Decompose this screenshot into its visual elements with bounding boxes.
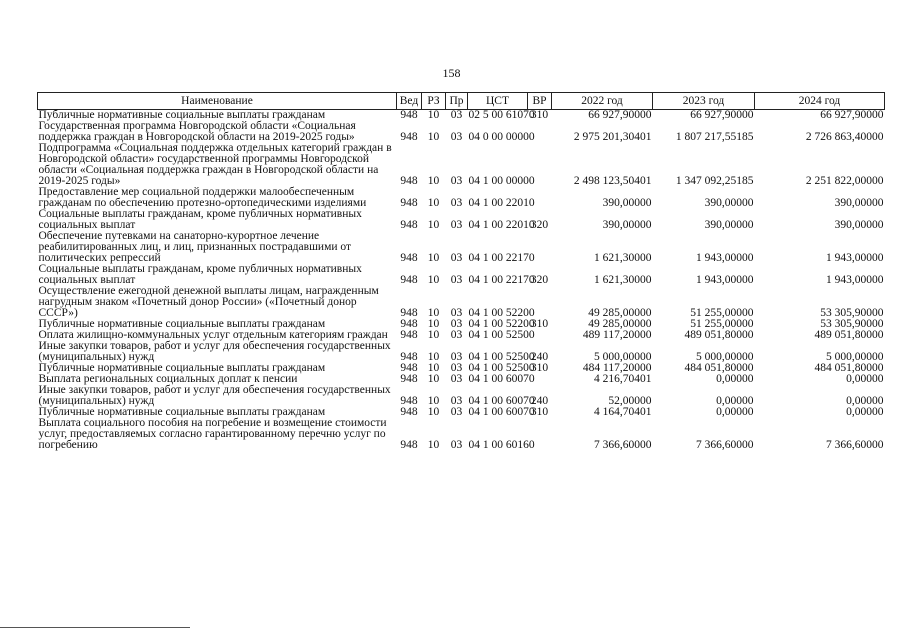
cell-cst: 04 0 00 00000 — [468, 131, 535, 143]
cell-y2023: 0,00000 — [716, 373, 754, 385]
cell-ved: 948 — [400, 395, 418, 407]
cell-y2023: 390,00000 — [704, 197, 754, 209]
cell-rz: 10 — [427, 439, 440, 451]
cell-cst: 04 1 00 52500 — [468, 351, 535, 363]
cell-pr: 03 — [450, 362, 463, 374]
cell-vr: 320 — [530, 219, 549, 231]
header-ved: Вед — [397, 93, 422, 110]
cell-ved: 948 — [400, 197, 418, 209]
cell-y2023: 51 255,00000 — [690, 307, 754, 319]
cell-y2024: 53 305,90000 — [820, 318, 884, 330]
header-2024: 2024 год — [755, 93, 885, 110]
cell-y2023: 0,00000 — [716, 395, 754, 407]
cell-y2024: 0,00000 — [846, 406, 884, 418]
header-vr: ВР — [528, 93, 552, 110]
cell-pr: 03 — [450, 439, 463, 451]
cell-rz: 10 — [427, 109, 440, 121]
cell-y2023: 7 366,60000 — [696, 439, 754, 451]
cell-name: Выплата социального пособия на погребение и возмещение стоимости услуг, предоставляемых согласно гарантированному перечню услуг по погребению — [38, 417, 387, 451]
cell-y2024: 1 943,00000 — [826, 274, 884, 286]
cell-name: Выплата региональных социальных доплат к пенсии — [38, 373, 298, 385]
cell-cst: 04 1 00 52500 — [468, 329, 535, 341]
cell-ved: 948 — [400, 318, 418, 330]
cell-ved: 948 — [400, 406, 418, 418]
cell-vr: 310 — [530, 109, 549, 121]
cell-name: Предоставление мер социальной поддержки малообеспеченным гражданам по обеспечению протезно-ортопедическими изделиями — [38, 186, 367, 209]
cell-cst: 04 1 00 52200 — [468, 307, 535, 319]
cell-vr: 240 — [530, 351, 549, 363]
cell-y2023: 5 000,00000 — [696, 351, 754, 363]
cell-rz: 10 — [427, 197, 440, 209]
cell-y2023: 484 051,80000 — [684, 362, 754, 374]
cell-y2024: 390,00000 — [834, 219, 884, 231]
cell-vr: 240 — [530, 395, 549, 407]
cell-pr: 03 — [450, 373, 463, 385]
cell-pr: 03 — [450, 175, 463, 187]
cell-cst: 04 1 00 60070 — [468, 395, 535, 407]
cell-y2024: 1 943,00000 — [826, 252, 884, 264]
cell-cst: 04 1 00 52500 — [468, 362, 535, 374]
cell-name: Публичные нормативные социальные выплаты гражданам — [38, 362, 326, 374]
cell-rz: 10 — [427, 274, 440, 286]
table-row — [38, 341, 885, 363]
cell-y2024: 66 927,90000 — [820, 109, 884, 121]
cell-pr: 03 — [450, 131, 463, 143]
cell-y2024: 5 000,00000 — [826, 351, 884, 363]
budget-table — [37, 92, 885, 451]
cell-y2024: 489 051,80000 — [814, 329, 884, 341]
cell-name: Иные закупки товаров, работ и услуг для обеспечения государственных (муниципальных) нужд — [38, 384, 391, 407]
cell-y2022: 390,00000 — [602, 197, 652, 209]
cell-name: Публичные нормативные социальные выплаты гражданам — [38, 406, 326, 418]
cell-name: Иные закупки товаров, работ и услуг для обеспечения государственных (муниципальных) нужд — [38, 340, 391, 363]
cell-cst: 04 1 00 60160 — [468, 439, 535, 451]
cell-cst: 04 1 00 60070 — [468, 406, 535, 418]
cell-y2022: 5 000,00000 — [594, 351, 652, 363]
cell-pr: 03 — [450, 219, 463, 231]
cell-pr: 03 — [450, 197, 463, 209]
cell-cst: 04 1 00 22170 — [468, 274, 535, 286]
cell-vr: 310 — [530, 362, 549, 374]
cell-cst: 02 5 00 61070 — [468, 109, 535, 121]
cell-pr: 03 — [450, 329, 463, 341]
header-row — [38, 93, 885, 110]
cell-y2022: 2 975 201,30401 — [573, 131, 652, 143]
cell-y2023: 0,00000 — [716, 406, 754, 418]
cell-y2022: 52,00000 — [608, 395, 652, 407]
cell-ved: 948 — [400, 131, 418, 143]
cell-y2022: 49 285,00000 — [588, 307, 652, 319]
cell-rz: 10 — [427, 395, 440, 407]
cell-y2022: 484 117,20000 — [582, 362, 652, 374]
table-row — [38, 418, 885, 451]
cell-ved: 948 — [400, 351, 418, 363]
cell-name: Социальные выплаты гражданам, кроме публичных нормативных социальных выплат — [38, 208, 362, 231]
cell-ved: 948 — [400, 175, 418, 187]
cell-ved: 948 — [400, 109, 418, 121]
cell-rz: 10 — [427, 252, 440, 264]
header-2023: 2023 год — [653, 93, 755, 110]
table-row — [38, 209, 885, 231]
cell-rz: 10 — [427, 219, 440, 231]
cell-rz: 10 — [427, 406, 440, 418]
cell-name: Осуществление ежегодной денежной выплаты лицам, награжденным нагрудным знаком «Почетный донор России» («Почетный донор СССР») — [38, 285, 379, 319]
cell-y2023: 489 051,80000 — [684, 329, 754, 341]
cell-name: Социальные выплаты гражданам, кроме публичных нормативных социальных выплат — [38, 263, 362, 286]
cell-y2022: 390,00000 — [602, 219, 652, 231]
cell-ved: 948 — [400, 373, 418, 385]
cell-y2022: 49 285,00000 — [588, 318, 652, 330]
cell-y2023: 390,00000 — [704, 219, 754, 231]
table-row — [38, 143, 885, 187]
header-pr: Пр — [446, 93, 468, 110]
cell-cst: 04 1 00 22010 — [468, 197, 535, 209]
cell-y2022: 1 621,30000 — [594, 274, 652, 286]
cell-cst: 04 1 00 00000 — [468, 175, 535, 187]
cell-rz: 10 — [427, 131, 440, 143]
cell-ved: 948 — [400, 307, 418, 319]
cell-y2024: 484 051,80000 — [814, 362, 884, 374]
table-row — [38, 385, 885, 407]
cell-y2024: 0,00000 — [846, 373, 884, 385]
cell-pr: 03 — [450, 318, 463, 330]
header-2022: 2022 год — [552, 93, 653, 110]
cell-y2023: 1 943,00000 — [696, 274, 754, 286]
cell-y2023: 1 347 092,25185 — [675, 175, 754, 187]
cell-y2022: 4 164,70401 — [594, 406, 652, 418]
cell-name: Обеспечение путевками на санаторно-курортное лечение реабилитированных лиц, и лиц, признанных пострадавшими от политических репрессий — [38, 230, 352, 264]
cell-y2024: 2 726 863,40000 — [805, 131, 884, 143]
cell-cst: 04 1 00 60070 — [468, 373, 535, 385]
cell-ved: 948 — [400, 362, 418, 374]
cell-y2023: 1 943,00000 — [696, 252, 754, 264]
cell-y2022: 2 498 123,50401 — [573, 175, 652, 187]
cell-rz: 10 — [427, 318, 440, 330]
cell-pr: 03 — [450, 395, 463, 407]
table-row — [38, 187, 885, 209]
footer-rule — [0, 627, 190, 628]
cell-pr: 03 — [450, 351, 463, 363]
cell-y2024: 53 305,90000 — [820, 307, 884, 319]
cell-rz: 10 — [427, 351, 440, 363]
cell-ved: 948 — [400, 439, 418, 451]
table-row — [38, 286, 885, 319]
cell-ved: 948 — [400, 329, 418, 341]
cell-y2024: 0,00000 — [846, 395, 884, 407]
cell-pr: 03 — [450, 252, 463, 264]
page-number: 158 — [442, 66, 461, 80]
cell-y2024: 2 251 822,00000 — [805, 175, 884, 187]
cell-ved: 948 — [400, 219, 418, 231]
cell-y2022: 1 621,30000 — [594, 252, 652, 264]
cell-y2023: 1 807 217,55185 — [675, 131, 754, 143]
cell-rz: 10 — [427, 307, 440, 319]
cell-rz: 10 — [427, 175, 440, 187]
table-row — [38, 121, 885, 143]
cell-pr: 03 — [450, 274, 463, 286]
cell-name: Государственная программа Новгородской области «Социальная поддержка граждан в Новгородской области на 2019-2025 годы» — [38, 120, 356, 143]
header-rz: РЗ — [422, 93, 446, 110]
cell-rz: 10 — [427, 373, 440, 385]
cell-name: Подпрограмма «Социальная поддержка отдельных категорий граждан в Новгородской области» государственной программы Новгородской области «Социальная поддержка граждан в Новгородской области на 2019-2025 годы» — [38, 142, 392, 187]
table-row — [38, 231, 885, 264]
cell-rz: 10 — [427, 329, 440, 341]
cell-vr: 320 — [530, 274, 549, 286]
table-row — [38, 264, 885, 286]
header-name: Наименование — [38, 93, 397, 110]
cell-ved: 948 — [400, 252, 418, 264]
cell-cst: 04 1 00 52200 — [468, 318, 535, 330]
header-cst: ЦСТ — [468, 93, 528, 110]
cell-cst: 04 1 00 22170 — [468, 252, 535, 264]
cell-pr: 03 — [450, 109, 463, 121]
cell-vr: 310 — [530, 406, 549, 418]
cell-y2024: 390,00000 — [834, 197, 884, 209]
cell-y2023: 51 255,00000 — [690, 318, 754, 330]
cell-name: Публичные нормативные социальные выплаты гражданам — [38, 318, 326, 330]
cell-y2024: 7 366,60000 — [826, 439, 884, 451]
cell-y2022: 4 216,70401 — [594, 373, 652, 385]
cell-y2022: 66 927,90000 — [588, 109, 652, 121]
cell-name: Публичные нормативные социальные выплаты гражданам — [38, 109, 326, 121]
cell-y2023: 66 927,90000 — [690, 109, 754, 121]
cell-pr: 03 — [450, 307, 463, 319]
cell-rz: 10 — [427, 362, 440, 374]
cell-y2022: 7 366,60000 — [594, 439, 652, 451]
cell-y2022: 489 117,20000 — [582, 329, 652, 341]
cell-cst: 04 1 00 22010 — [468, 219, 535, 231]
cell-pr: 03 — [450, 406, 463, 418]
cell-vr: 310 — [530, 318, 549, 330]
cell-name: Оплата жилищно-коммунальных услуг отдельным категориям граждан — [38, 329, 388, 341]
cell-ved: 948 — [400, 274, 418, 286]
